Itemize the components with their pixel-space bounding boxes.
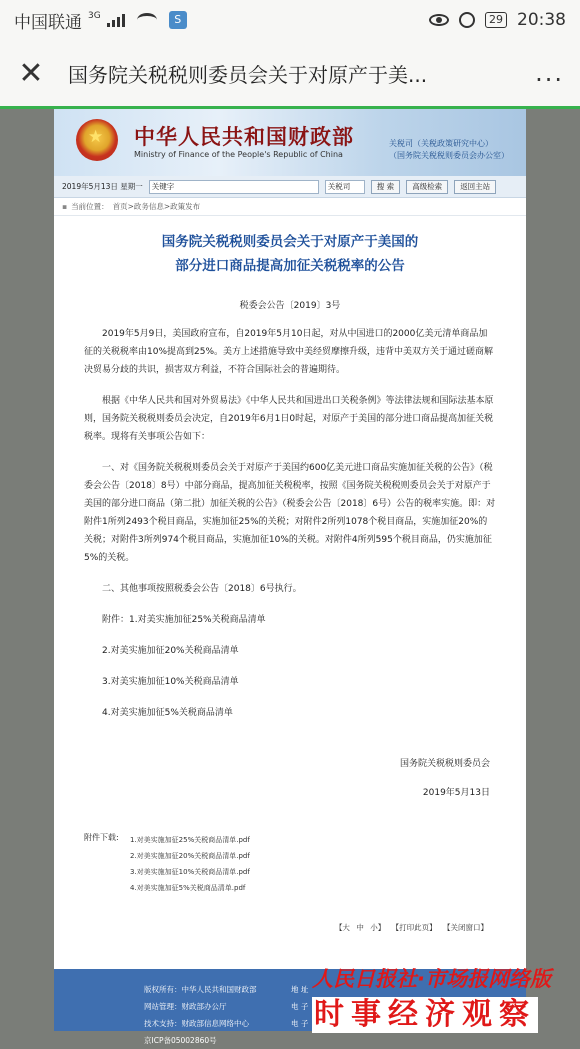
department-line-1: 关税司（关税政策研究中心）: [389, 139, 493, 148]
attachment-item-1: 附件：1.对美实施加征25%关税商品清单: [102, 615, 266, 625]
page-title: 国务院关税税则委员会关于对原产于美...: [68, 62, 428, 87]
close-window-link[interactable]: 【关闭窗口】: [443, 923, 488, 932]
status-right: [429, 10, 566, 30]
search-input[interactable]: 关键字: [149, 180, 319, 194]
watermark-logo: [312, 963, 580, 1031]
download-link[interactable]: 2.对美实施加征20%关税商品清单.pdf: [130, 852, 250, 860]
home-button[interactable]: 返回主站: [454, 180, 496, 194]
article-title-line-1: 国务院关税税则委员会关于对原产于美国的: [161, 234, 419, 250]
paragraph-1: 2019年5月9日，美国政府宣布，自2019年5月10日起，对从中国进口的2000亿美元清单商品加征的关税税率由10%提高到25%。美方上述措施导致中美经贸摩擦升级，违背中美双方关于通过磋商解决贸易分歧的共识，损害双方利益，不符合国际社会的普遍期待。: [84, 329, 494, 375]
browser-titlebar: [0, 40, 580, 106]
clock-time: 20:38: [517, 10, 566, 30]
article: [54, 230, 526, 798]
advanced-search-button[interactable]: 高级检索: [406, 180, 448, 194]
web-page: [54, 109, 526, 1045]
attachment-item-4: 4.对美实施加征5%关税商品清单: [102, 708, 233, 718]
breadcrumb-label: 当前位置：: [71, 202, 109, 211]
download-list: [130, 832, 250, 896]
footer-phone: 电 子: [291, 1019, 309, 1028]
search-button[interactable]: 搜 索: [371, 180, 400, 194]
paragraph-3: 一、对《国务院关税税则委员会关于对原产于美国约600亿美元进口商品实施加征关税的公告》（税委会公告〔2018〕8号）中部分商品，提高加征关税税率，按照《国务院关税税则委员会关于对原产于美国的部分进口商品（第二批）加征关税的公告》（税委会公告〔2018〕6号）公告的税率实施。即：对附件1所列2493个税目商品，实施加征25%的关税；对附件2所列1078个税目商品，实施加征20%的关税；对附件3所列974个税目商品，实施加征10%的关税。对附件4所列595个税目商品，仍实施加征5%的关税。: [84, 463, 496, 563]
page-tools: [54, 922, 526, 933]
status-bar: [0, 0, 580, 40]
article-title: [84, 230, 496, 278]
close-icon[interactable]: ✕: [18, 55, 44, 91]
footer-icp: 京ICP备05002860号: [144, 1036, 217, 1045]
watermark-column-name: 时事经济观察: [314, 997, 536, 1032]
announcement-number: 税委会公告〔2019〕3号: [239, 301, 341, 311]
national-emblem-icon: [76, 119, 118, 161]
download-link[interactable]: 3.对美实施加征10%关税商品清单.pdf: [130, 868, 250, 876]
app-notification-icon: S: [169, 11, 187, 29]
search-scope-select[interactable]: 关税司: [325, 180, 365, 194]
attachment-item-2: 2.对美实施加征20%关税商品清单: [102, 646, 239, 656]
footer-contact: [291, 981, 308, 1032]
signal-icon: [107, 13, 125, 27]
signer: 国务院关税税则委员会: [399, 759, 490, 769]
download-link[interactable]: 4.对美实施加征5%关税商品清单.pdf: [130, 884, 246, 892]
footer-management: 网站管理：财政部办公厅: [144, 1002, 227, 1011]
ministry-name-cn: 中华人民共和国财政部: [134, 125, 354, 149]
site-header: [54, 109, 526, 176]
article-title-line-2: 部分进口商品提高加征关税税率的公告: [175, 258, 405, 274]
eye-icon: [429, 14, 449, 26]
current-date: 2019年5月13日 星期一: [62, 182, 143, 191]
footer-copyright: 版权所有：中华人民共和国财政部: [144, 985, 257, 994]
paragraph-4: 二、其他事项按照税委会公告〔2018〕6号执行。: [102, 584, 302, 594]
signature-date: 2019年5月13日: [422, 788, 490, 798]
footer-tech: 技术支持：财政部信息网络中心: [144, 1019, 249, 1028]
font-size-links[interactable]: 【大 中 小】: [334, 923, 386, 932]
carrier-group: [14, 8, 187, 33]
department-line-2: （国务院关税税则委员会办公室）: [389, 151, 509, 160]
battery-icon: 29: [485, 12, 507, 28]
network-type: 3G: [88, 11, 101, 21]
footer-email: 电 子: [291, 1002, 309, 1011]
wifi-icon: [137, 13, 157, 27]
print-link[interactable]: 【打印此页】: [391, 923, 437, 932]
breadcrumb: [54, 198, 526, 216]
footer-address: 地 址: [291, 985, 309, 994]
location-icon: ▪: [62, 202, 68, 211]
download-link[interactable]: 1.对美实施加征25%关税商品清单.pdf: [130, 836, 250, 844]
more-menu-button[interactable]: ...: [535, 59, 564, 87]
ministry-name-en: Ministry of Finance of the People's Republic of China: [134, 150, 343, 159]
paragraph-2: 根据《中华人民共和国对外贸易法》《中华人民共和国进出口关税条例》等法律法规和国际法基本原则，国务院关税税则委员会决定，自2019年6月1日0时起，对原产于美国的部分进口商品提高加征关税税率。现将有关事项公告如下：: [84, 396, 494, 442]
department-name: [389, 138, 509, 162]
attachment-item-3: 3.对美实施加征10%关税商品清单: [102, 677, 239, 687]
downloads-label: 附件下载:: [84, 833, 119, 842]
watermark-publisher: 人民日报社·市场报网络版: [312, 967, 551, 991]
carrier-name: 中国联通: [14, 12, 82, 33]
alarm-icon: [459, 12, 475, 28]
attachment-downloads: [54, 832, 526, 896]
breadcrumb-path[interactable]: 首页>政务信息>政策发布: [112, 202, 201, 211]
search-bar: [54, 176, 526, 198]
